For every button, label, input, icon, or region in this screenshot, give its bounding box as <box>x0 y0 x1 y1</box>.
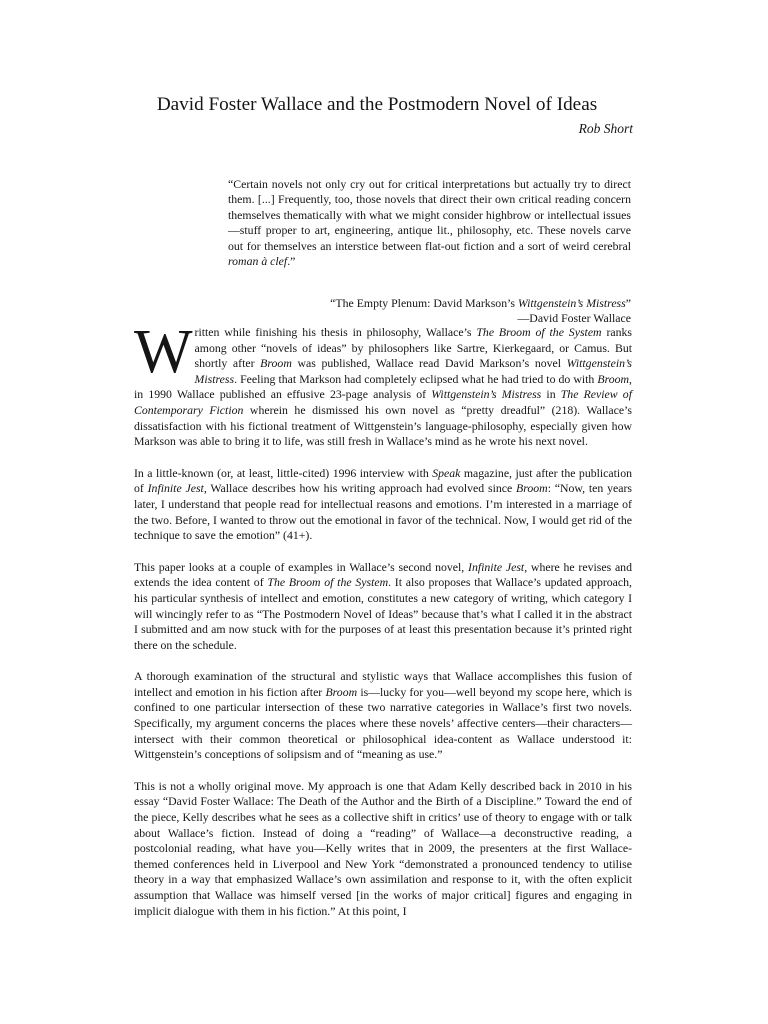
text-run: , where he revises and extends the idea content of <box>134 559 632 590</box>
text-run: magazine, just after the publication of <box>134 465 632 496</box>
italic-title: Broom <box>597 371 630 386</box>
epigraph-attribution-source <box>330 296 631 311</box>
italic-title: Wittgenstein’s Mistress <box>431 387 542 402</box>
epigraph-text <box>228 177 631 269</box>
epigraph-text-end: .” <box>287 254 296 269</box>
text-run: This is not a wholly original move. My approach is one that Adam Kelly described back in 2010 in his essay “David Foster Wallace: The Death of the Author and the Birth of a Discipline.” Toward the end of the piece, Kelly describes what he sees as a collective shift in critics’ use of theory to engage with or talk about Wallace’s fiction. Instead of doing a “reading” of Wallace—a deconstructive reading, a postcolonial reading, what have you—Kelly writes that in 2009, the presenters at the first Wallace-themed conferences held in Liverpool and New York “demonstrated a pronounced tendency to utilise theory in a way that emphasized Wallace’s own assimilation and response to it, with the often explicit assumption that Wallace was himself versed [in the works of major critical] figures and engaging in implicit dialogue with them in his fiction.” At this point, I <box>134 778 632 918</box>
attribution-end: ” <box>625 296 631 310</box>
body-text <box>134 318 633 935</box>
italic-title: The Broom of the System <box>476 325 602 339</box>
epigraph-attribution-author: —David Foster Wallace <box>517 311 631 325</box>
text-run: : “Now, ten years later, I understand that people read for intellectual reasons and emotions. I’m interested in a marriage of the two. Before, I wanted to throw out the emotional in favor of the technical. Now, I would get rid of the technique to save the emotion” (41+). <box>134 481 632 543</box>
italic-title: Broom <box>260 356 292 371</box>
italic-title: Broom <box>516 481 548 496</box>
epigraph-italic: roman à clef <box>228 254 288 269</box>
italic-title: Speak <box>432 465 461 480</box>
italic-title: Infinite Jest <box>147 481 204 496</box>
text-run: , in 1990 Wallace published an effusive 23-page analysis of <box>134 371 632 402</box>
text-run: is—lucky for you—well beyond my scope here, which is confined to one particular intersection of these two narrative categories in Wallace’s first two novels. Specifically, my argument concerns the places where these novels’ affective centers—their characters—intersect with their common theoretical or philosophical idea-content as Wallace understood it: Wittgenstein’s conceptions of solipsism and of “meaning as use.” <box>134 684 632 762</box>
italic-title: Wittgenstein’s Mistress <box>194 356 632 386</box>
italic-title: Infinite Jest <box>468 559 525 574</box>
attribution-text: “The Empty Plenum: David Markson’s <box>330 296 518 310</box>
paper-title: David Foster Wallace and the Postmodern Novel of Ideas <box>156 94 598 115</box>
text-run: ranks among other “novels of ideas” by philosophers like Sartre, Kierkegaard, or Camus. But shortly after <box>194 325 633 371</box>
author-name: Rob Short <box>578 121 633 136</box>
italic-title: The Review of Contemporary Fiction <box>134 387 632 417</box>
text-run: was published, Wallace read David Markson’s novel <box>291 356 567 371</box>
attribution-italic: Wittgenstein’s Mistress <box>517 296 626 310</box>
text-run: . Feeling that Markson had completely eclipsed what he had tried to do with <box>234 371 598 386</box>
text-run: A thorough examination of the structural and stylistic ways that Wallace accomplishes this fusion of intellect and emotion in his fiction after <box>134 669 632 699</box>
epigraph-text-part: “Certain novels not only cry out for critical interpretations but actually try to direct them. [...] Frequently, too, those novels that direct their own critical reading concern themselves thematically with what we might consider highbrow or intellectual issues—stuff proper to art, engineering, antique lit., philosophy, etc. These novels carve out for themselves an interstice between flat-out fiction and a sort of weird cerebral <box>228 177 631 253</box>
italic-title: Broom <box>325 684 358 699</box>
paragraph-4 <box>134 669 632 763</box>
text-run: . It also proposes that Wallace’s updated approach, his particular synthesis of intellect and emotion, constitutes a new category of writing, which category I will wincingly refer to as “The Postmodern Novel of Ideas” because that’s what I called it in the abstract I submitted and am now stuck with for the purposes of at least this presentation because it’s printed right there on the schedule. <box>134 575 632 652</box>
paragraph-3 <box>134 560 632 654</box>
text-run: ritten while finishing his thesis in philosophy, Wallace’s <box>194 325 477 339</box>
text-run: This paper looks at a couple of examples in Wallace’s second novel, <box>134 559 469 574</box>
text-run: in <box>541 387 561 402</box>
text-run: wherein he dismissed his own novel as “pretty dreadful” (218). Wallace’s dissatisfaction with his fictional treatment of Wittgenstein’s language-philosophy, especially given how Markson was able to bring it to life, was still fresh in Wallace’s mind as he wrote his next novel. <box>134 402 632 449</box>
paragraph-5 <box>134 779 632 919</box>
paragraph-2 <box>134 466 632 544</box>
text-run: , Wallace describes how his writing approach had evolved since <box>203 481 516 496</box>
epigraph-quote <box>228 177 631 269</box>
italic-title: The Broom of the System <box>267 575 389 590</box>
text-run: In a little-known (or, at least, little-cited) 1996 interview with <box>134 465 433 480</box>
drop-cap: W <box>134 318 193 386</box>
